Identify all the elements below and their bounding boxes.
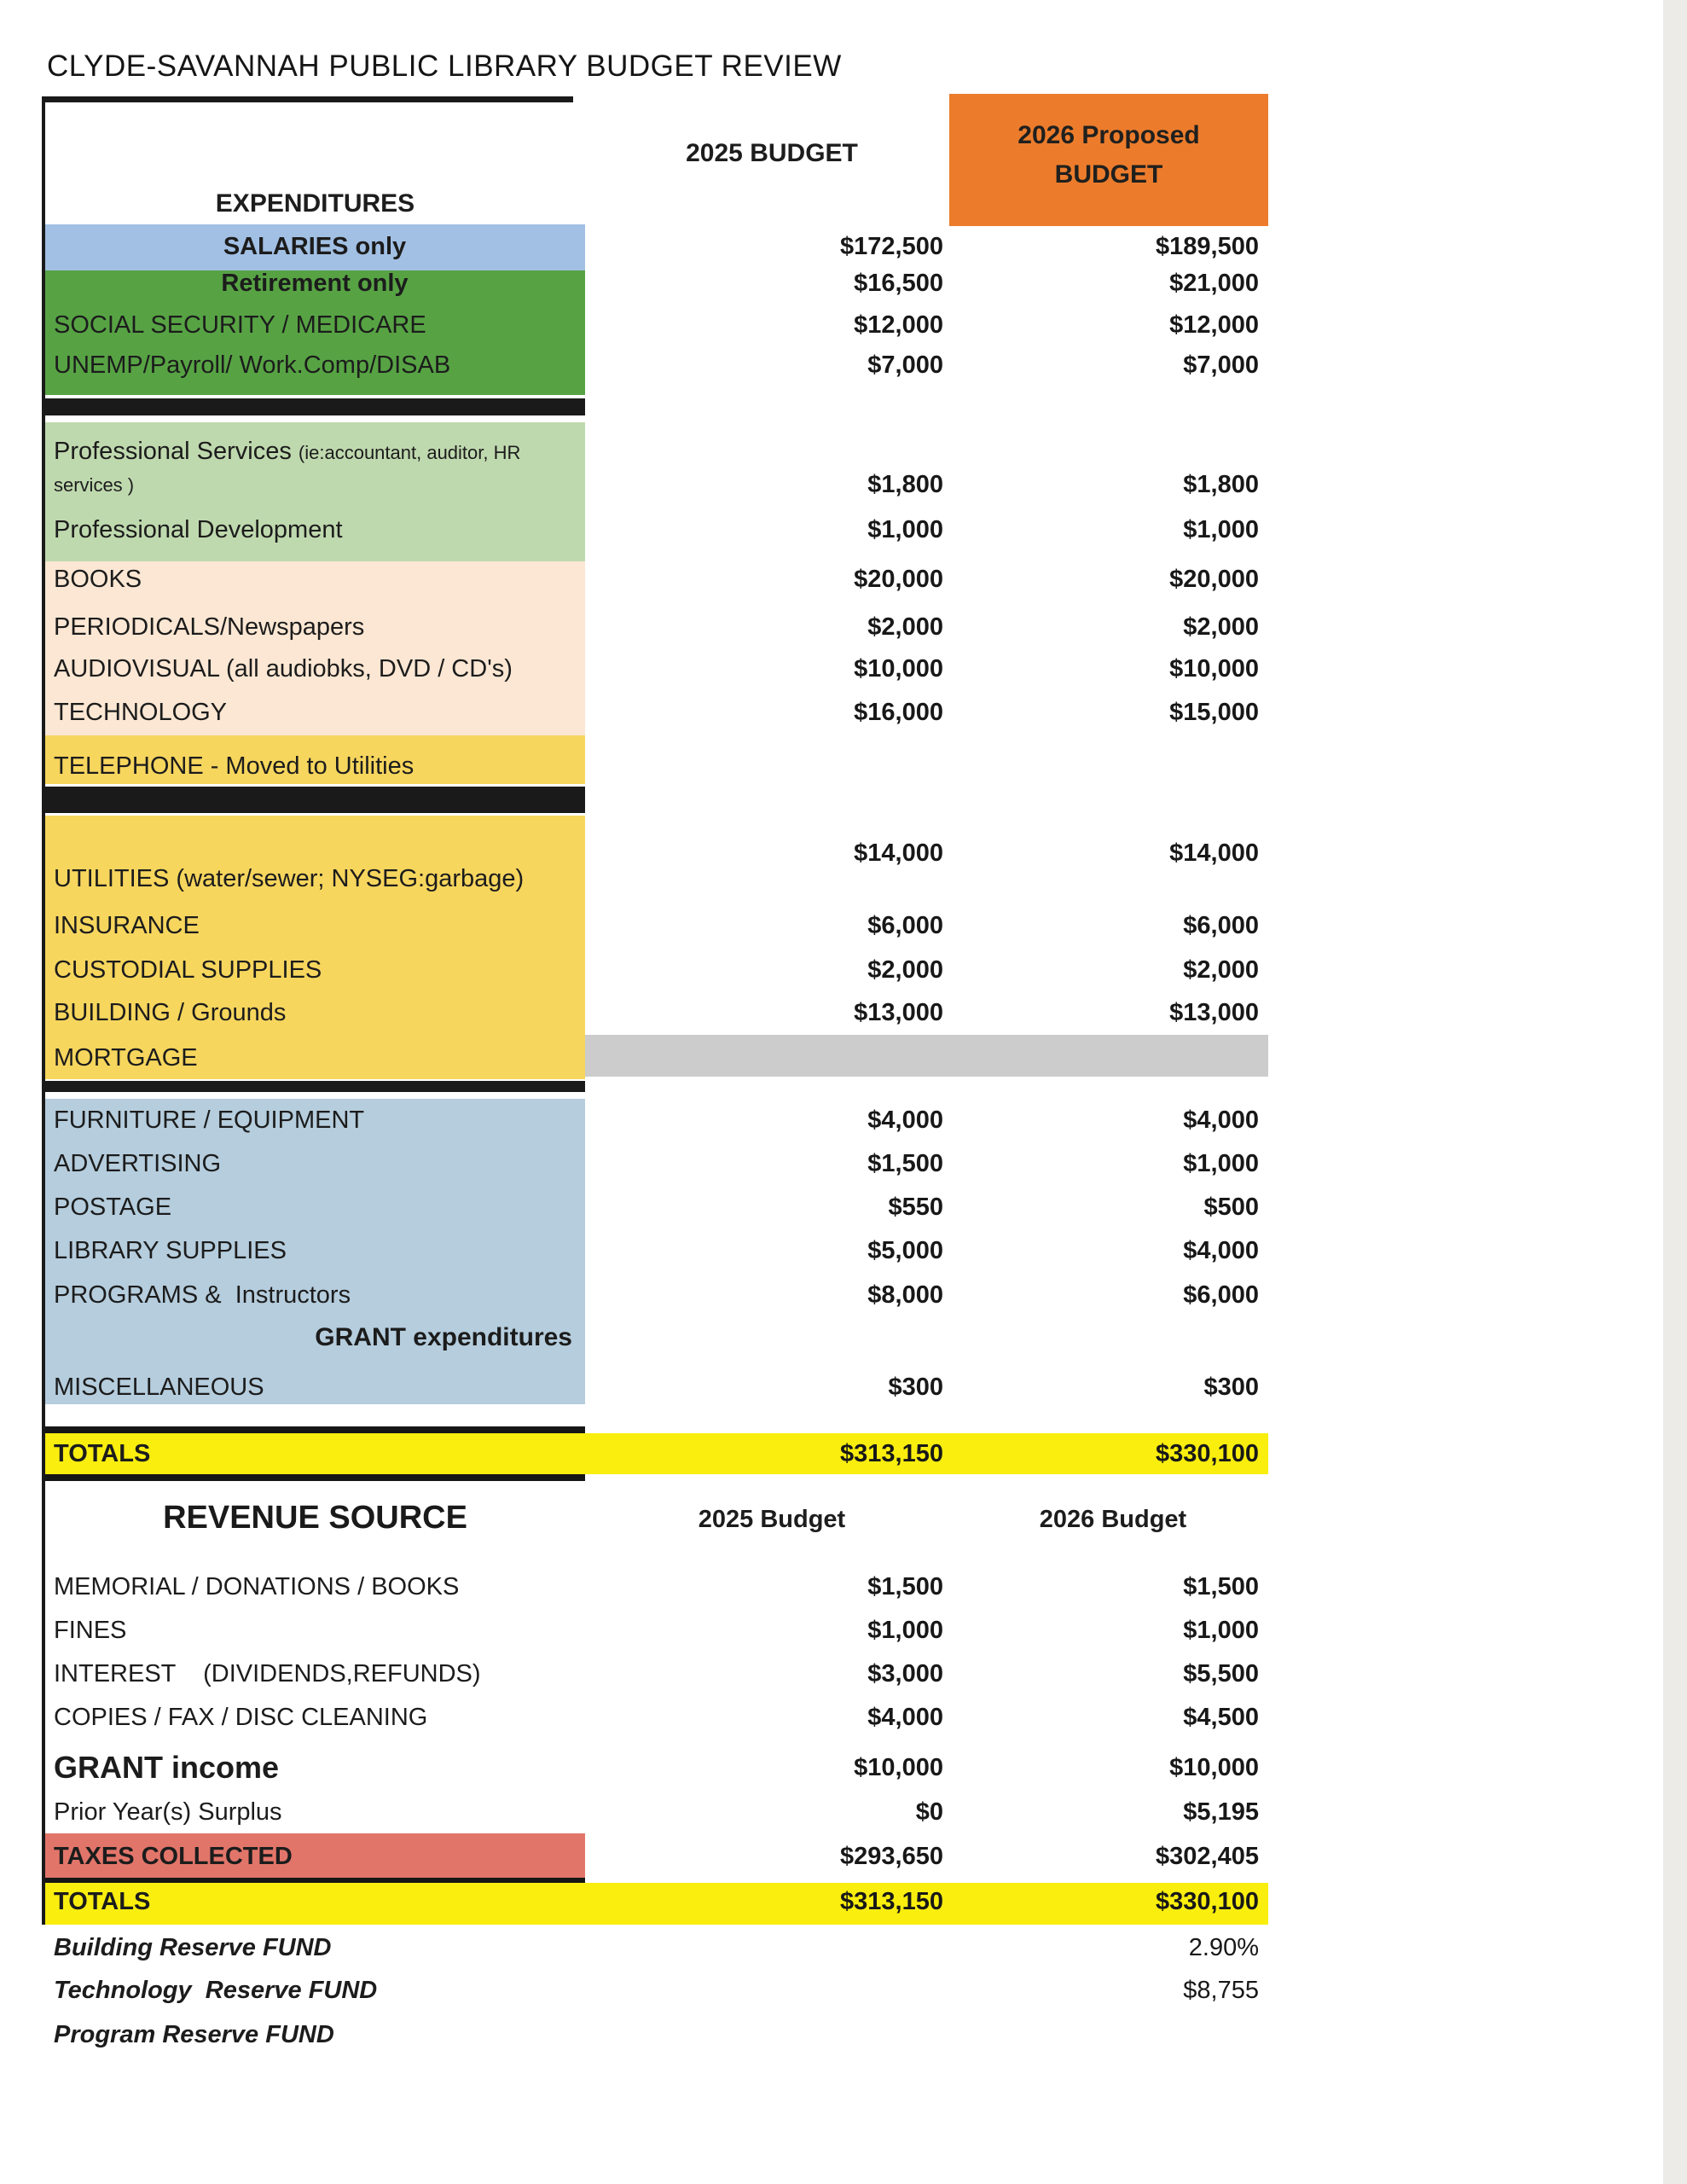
value-2026: $1,000 — [1183, 1617, 1259, 1644]
row-label: MORTGAGE — [54, 1044, 198, 1072]
value-2025: $1,000 — [867, 1617, 943, 1644]
table-row — [45, 1792, 1261, 1832]
row-label-main: Professional Services — [54, 438, 299, 465]
table-row — [45, 649, 1261, 688]
table-row — [45, 264, 1261, 303]
value-2026: $5,500 — [1183, 1660, 1259, 1687]
row-label: PERIODICALS/Newspapers — [54, 613, 365, 641]
revenue-column-header-2026: 2026 Budget — [1039, 1506, 1187, 1533]
row-label: SOCIAL SECURITY / MEDICARE — [54, 311, 426, 339]
header-2026-line1: 2026 Proposed — [1017, 121, 1200, 149]
value-2026: $14,000 — [1169, 839, 1259, 867]
column-header-2026-proposed-budget — [949, 94, 1268, 226]
table-top-border — [44, 96, 573, 102]
value-2025: $313,150 — [840, 1440, 943, 1467]
row-label: Technology Reserve FUND — [54, 1977, 378, 2004]
table-row — [45, 510, 1261, 549]
value-2026: $21,000 — [1169, 270, 1259, 297]
table-row — [45, 1188, 1261, 1227]
table-row — [45, 1748, 1261, 1787]
table-row — [45, 993, 1261, 1032]
value-2026: $300 — [1203, 1374, 1259, 1401]
value-2026: $6,000 — [1183, 912, 1259, 939]
value-2026: $4,000 — [1183, 1237, 1259, 1264]
table-row — [45, 906, 1261, 945]
value-2026: $1,800 — [1183, 471, 1259, 498]
page-title: CLYDE-SAVANNAH PUBLIC LIBRARY BUDGET REVIEW — [47, 49, 842, 83]
row-label: INTEREST (DIVIDENDS,REFUNDS) — [54, 1660, 481, 1687]
section-divider-bar — [45, 1081, 585, 1092]
table-row — [45, 1567, 1261, 1606]
scan-edge-shadow — [1663, 0, 1687, 2184]
row-label: CUSTODIAL SUPPLIES — [54, 956, 322, 984]
revenue-heading: REVENUE SOURCE — [163, 1500, 467, 1536]
revenue-totals-row — [45, 1882, 1261, 1921]
value-2026: $1,000 — [1183, 1150, 1259, 1177]
section-divider-bar — [45, 787, 585, 813]
value-2025: $6,000 — [867, 912, 943, 939]
row-label: BUILDING / Grounds — [54, 999, 287, 1026]
reserve-fund-row — [45, 2015, 1261, 2054]
value-2025: $1,000 — [867, 516, 943, 543]
row-label: Retirement only — [221, 270, 409, 297]
taxes-collected-row — [45, 1837, 1261, 1876]
row-label: MEMORIAL / DONATIONS / BOOKS — [54, 1573, 460, 1600]
row-label: Program Reserve FUND — [54, 2021, 334, 2048]
row-label-note: (ie:accountant, auditor, HR services ) — [54, 442, 526, 496]
value-2025: $10,000 — [854, 655, 943, 682]
table-row — [45, 1368, 1261, 1407]
row-label: AUDIOVISUAL (all audiobks, DVD / CD's) — [54, 655, 513, 682]
table-row — [45, 746, 1261, 786]
row-label: BOOKS — [54, 566, 142, 593]
value-2026: $13,000 — [1169, 999, 1259, 1026]
value-2026: $12,000 — [1169, 311, 1259, 339]
reserve-value: 2.90% — [1188, 1934, 1259, 1961]
table-row — [45, 305, 1261, 345]
value-2025: $12,000 — [854, 311, 943, 339]
row-label: UTILITIES (water/sewer; NYSEG:garbage) — [54, 865, 525, 892]
table-row — [45, 1275, 1261, 1315]
value-2026: $4,500 — [1183, 1704, 1259, 1731]
reserve-fund-row — [45, 1928, 1261, 1967]
row-label: ADVERTISING — [54, 1150, 222, 1177]
row-label: Building Reserve FUND — [54, 1934, 332, 1961]
row-label: FURNITURE / EQUIPMENT — [54, 1107, 365, 1134]
table-row — [45, 1038, 1261, 1077]
value-2026: $15,000 — [1169, 699, 1259, 726]
value-2026: $20,000 — [1169, 566, 1259, 593]
row-label: TECHNOLOGY — [54, 699, 228, 726]
value-2025: $13,000 — [854, 999, 943, 1026]
value-2025: $3,000 — [867, 1660, 943, 1687]
revenue-column-header-2025: 2025 Budget — [698, 1506, 846, 1533]
row-label: LIBRARY SUPPLIES — [54, 1237, 287, 1264]
totals-top-border — [45, 1426, 585, 1433]
table-row — [45, 1144, 1261, 1183]
value-2025: $172,500 — [840, 233, 943, 260]
value-2026: $7,000 — [1183, 351, 1259, 379]
value-2025: $4,000 — [867, 1704, 943, 1731]
value-2025: $550 — [888, 1194, 943, 1221]
table-row — [45, 607, 1261, 647]
totals-bottom-border — [45, 1474, 585, 1481]
table-row — [45, 227, 1261, 266]
value-2025: $10,000 — [854, 1754, 943, 1781]
value-2025: $313,150 — [840, 1888, 943, 1915]
table-row — [45, 1698, 1261, 1737]
value-2025: $14,000 — [854, 839, 943, 867]
value-2025: $4,000 — [867, 1107, 943, 1134]
value-2025: $1,500 — [867, 1573, 943, 1600]
value-2026: $5,195 — [1183, 1798, 1259, 1826]
value-2026: $10,000 — [1169, 655, 1259, 682]
row-label: POSTAGE — [54, 1194, 172, 1221]
table-row — [45, 693, 1261, 732]
row-label: MISCELLANEOUS — [54, 1374, 264, 1401]
value-2025: $1,800 — [867, 471, 943, 498]
value-2026: $2,000 — [1183, 613, 1259, 641]
value-2025: $16,500 — [854, 270, 943, 297]
reserve-value: $8,755 — [1183, 1977, 1259, 2004]
table-row — [45, 1231, 1261, 1270]
value-2026: $330,100 — [1156, 1888, 1259, 1915]
value-2025: $8,000 — [867, 1281, 943, 1309]
row-label: INSURANCE — [54, 912, 200, 939]
value-2025: $16,000 — [854, 699, 943, 726]
value-2025: $2,000 — [867, 613, 943, 641]
value-2026: $500 — [1203, 1194, 1259, 1221]
table-row — [45, 346, 1261, 385]
expenditures-heading: EXPENDITURES — [215, 189, 415, 218]
row-label: COPIES / FAX / DISC CLEANING — [54, 1704, 428, 1731]
row-label: TOTALS — [54, 1888, 151, 1915]
expenditure-totals-row — [45, 1434, 1261, 1473]
row-label: GRANT expenditures — [315, 1323, 572, 1351]
row-label — [54, 436, 548, 501]
table-row — [45, 1318, 1261, 1357]
row-label: TELEPHONE - Moved to Utilities — [54, 752, 415, 780]
row-label: SALARIES only — [223, 233, 407, 260]
value-2026: $4,000 — [1183, 1107, 1259, 1134]
row-label: GRANT income — [54, 1750, 280, 1785]
table-row — [45, 950, 1261, 990]
value-2025: $1,500 — [867, 1150, 943, 1177]
value-2025: $2,000 — [867, 956, 943, 984]
table-row — [45, 1654, 1261, 1693]
value-2026: $1,000 — [1183, 516, 1259, 543]
table-row — [45, 834, 1261, 892]
row-label: FINES — [54, 1617, 127, 1644]
row-label: TOTALS — [54, 1440, 151, 1467]
row-label: Professional Development — [54, 516, 343, 543]
reserve-fund-row — [45, 1971, 1261, 2010]
column-header-2025-budget: 2025 BUDGET — [686, 139, 858, 167]
header-2026-line2: BUDGET — [1054, 160, 1163, 189]
value-2025: $5,000 — [867, 1237, 943, 1264]
row-label: PROGRAMS & Instructors — [54, 1281, 351, 1309]
value-2026: $10,000 — [1169, 1754, 1259, 1781]
table-row — [45, 1101, 1261, 1140]
row-label: Prior Year(s) Surplus — [54, 1798, 282, 1826]
value-2026: $330,100 — [1156, 1440, 1259, 1467]
value-2026: $189,500 — [1156, 233, 1259, 260]
value-2025: $20,000 — [854, 566, 943, 593]
value-2025: $7,000 — [867, 351, 943, 379]
value-2026: $6,000 — [1183, 1281, 1259, 1309]
value-2026: $2,000 — [1183, 956, 1259, 984]
row-label: UNEMP/Payroll/ Work.Comp/DISAB — [54, 351, 451, 379]
value-2026: $302,405 — [1156, 1843, 1259, 1870]
table-row — [45, 1611, 1261, 1650]
table-row — [45, 560, 1261, 599]
value-2025: $300 — [888, 1374, 943, 1401]
value-2025: $293,650 — [840, 1843, 943, 1870]
section-divider-bar — [45, 398, 585, 415]
value-2026: $1,500 — [1183, 1573, 1259, 1600]
row-label: TAXES COLLECTED — [54, 1843, 293, 1870]
value-2025: $0 — [915, 1798, 943, 1826]
